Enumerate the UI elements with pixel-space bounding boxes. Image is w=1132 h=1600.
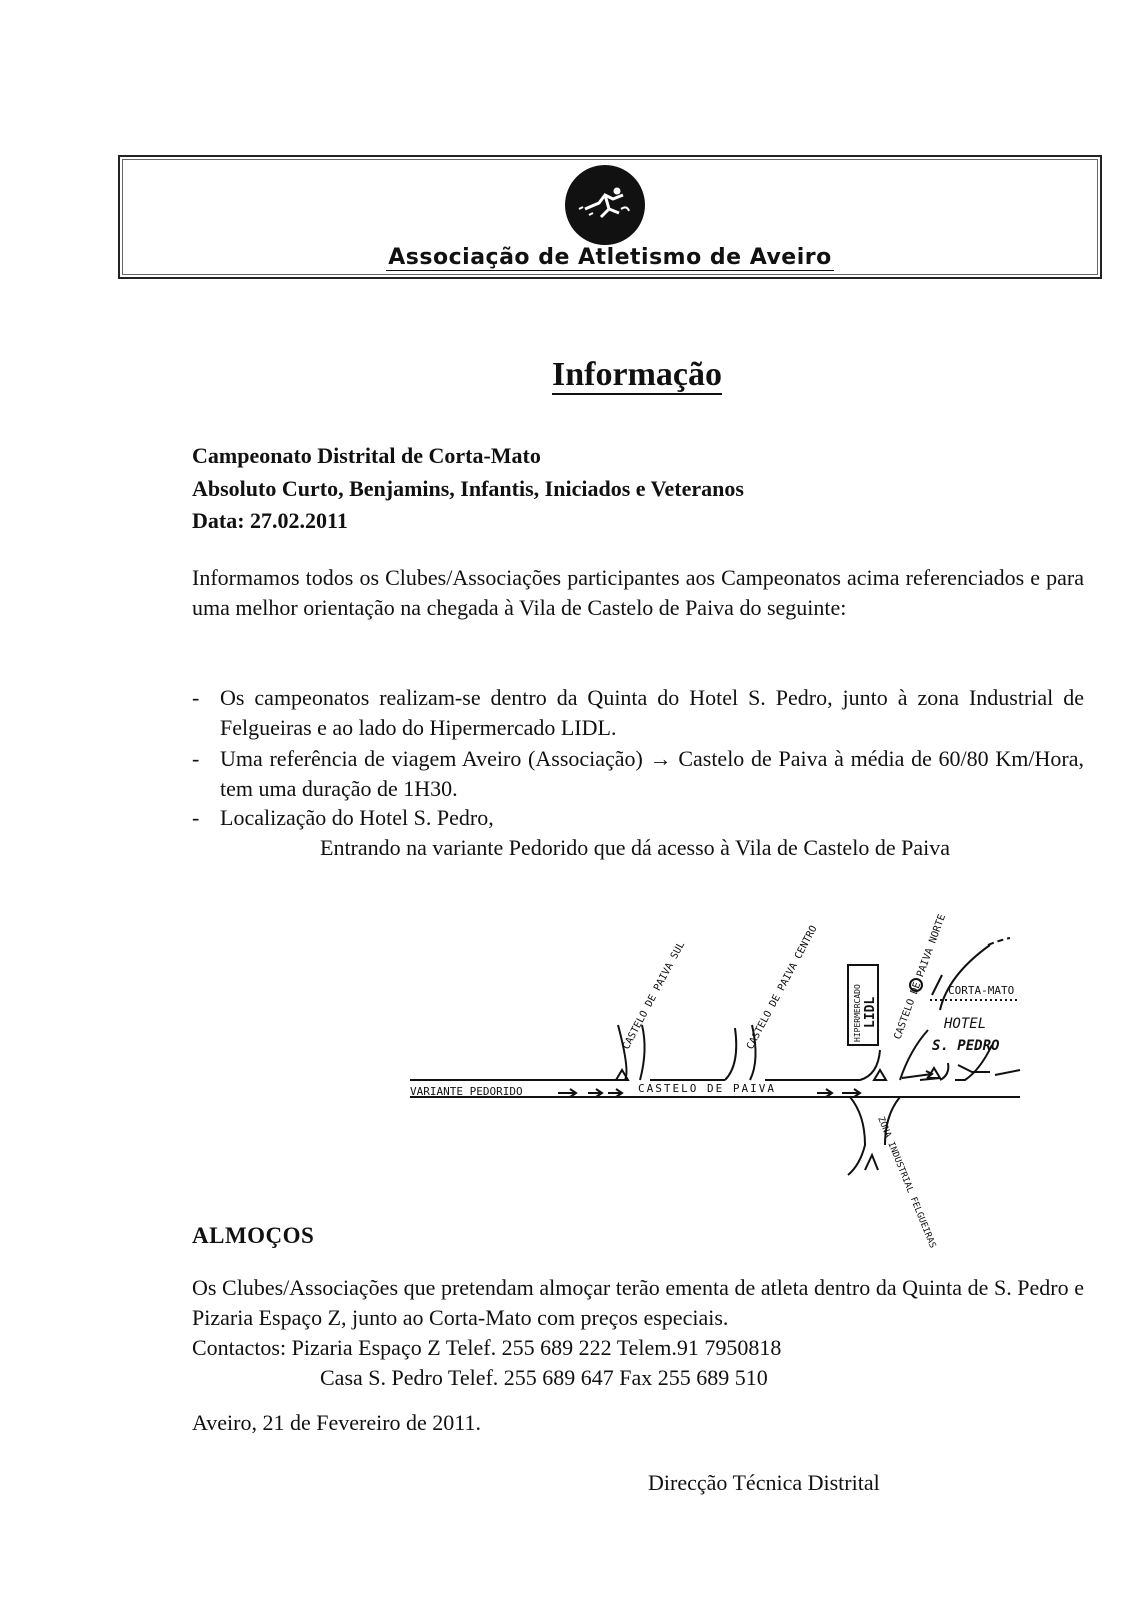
map-label-hipermercado: HIPERMERCADO: [853, 984, 862, 1042]
lunch-contacts-1: Contactos: Pizaria Espaço Z Telef. 255 689 222 Telem.91 7950818: [192, 1335, 782, 1360]
signature: Direcção Técnica Distrital: [648, 1470, 880, 1495]
event-name: Campeonato Distrital de Corta-Mato: [192, 443, 541, 468]
page-title: Informação: [552, 356, 722, 393]
location-map: [380, 900, 1060, 1250]
event-date: Data: 27.02.2011: [192, 508, 348, 533]
map-label-castelo-sul: CASTELO DE PAIVA SUL: [620, 939, 688, 1052]
intro-paragraph: Informamos todos os Clubes/Associações participantes aos Campeonatos acima referenciados e para uma melhor orientação na chegada à Vila de Castelo de Paiva do seguinte:: [192, 565, 1084, 620]
map-label-castelo-norte: CASTELO DE PAIVA NORTE: [892, 912, 949, 1042]
map-label-hotel: HOTEL: [944, 1016, 987, 1032]
runner-icon: [565, 165, 645, 245]
map-road-destination: CASTELO DE PAIVA: [638, 1082, 776, 1095]
map-label-corta-mato: CORTA-MATO: [948, 984, 1015, 997]
map-label-lidl: LIDL: [863, 996, 878, 1028]
date-place: Aveiro, 21 de Fevereiro de 2011.: [192, 1410, 481, 1435]
location-line: Entrando na variante Pedorido que dá acesso à Vila de Castelo de Paiva: [320, 835, 950, 860]
organization-name: Associação de Atletismo de Aveiro: [388, 245, 832, 270]
map-label-s-pedro: S. PEDRO: [932, 1038, 1000, 1054]
map-label-castelo-centro: CASTELO DE PAIVA CENTRO: [744, 923, 820, 1052]
list-item: - Os campeonatos realizam-se dentro da Quinta do Hotel S. Pedro, junto à zona Industrial de Felgueiras e ao lado do Hipermercado LIDL.: [192, 685, 1084, 740]
lunch-paragraph: Os Clubes/Associações que pretendam almoçar terão ementa de atleta dentro da Quinta de S. Pedro e Pizaria Espaço Z, junto ao Corta-Mato com preços especiais.: [192, 1275, 1084, 1330]
lunch-heading: ALMOÇOS: [192, 1223, 315, 1248]
list-item: - Uma referência de viagem Aveiro (Associação) → Castelo de Paiva à média de 60/80 Km/Hora, tem uma duração de 1H30.: [192, 746, 1084, 801]
lunch-contacts-2: Casa S. Pedro Telef. 255 689 647 Fax 255 689 510: [320, 1365, 768, 1390]
organization-logo: [565, 165, 645, 245]
map-label-zona-industrial: ZONA INDUSTRIAL FELGUEIRAS: [875, 1115, 938, 1250]
map-road-label: VARIANTE PEDORIDO: [410, 1085, 523, 1098]
list-item: - Localização do Hotel S. Pedro,: [192, 805, 494, 830]
event-categories: Absoluto Curto, Benjamins, Infantis, Iniciados e Veteranos: [192, 476, 744, 501]
